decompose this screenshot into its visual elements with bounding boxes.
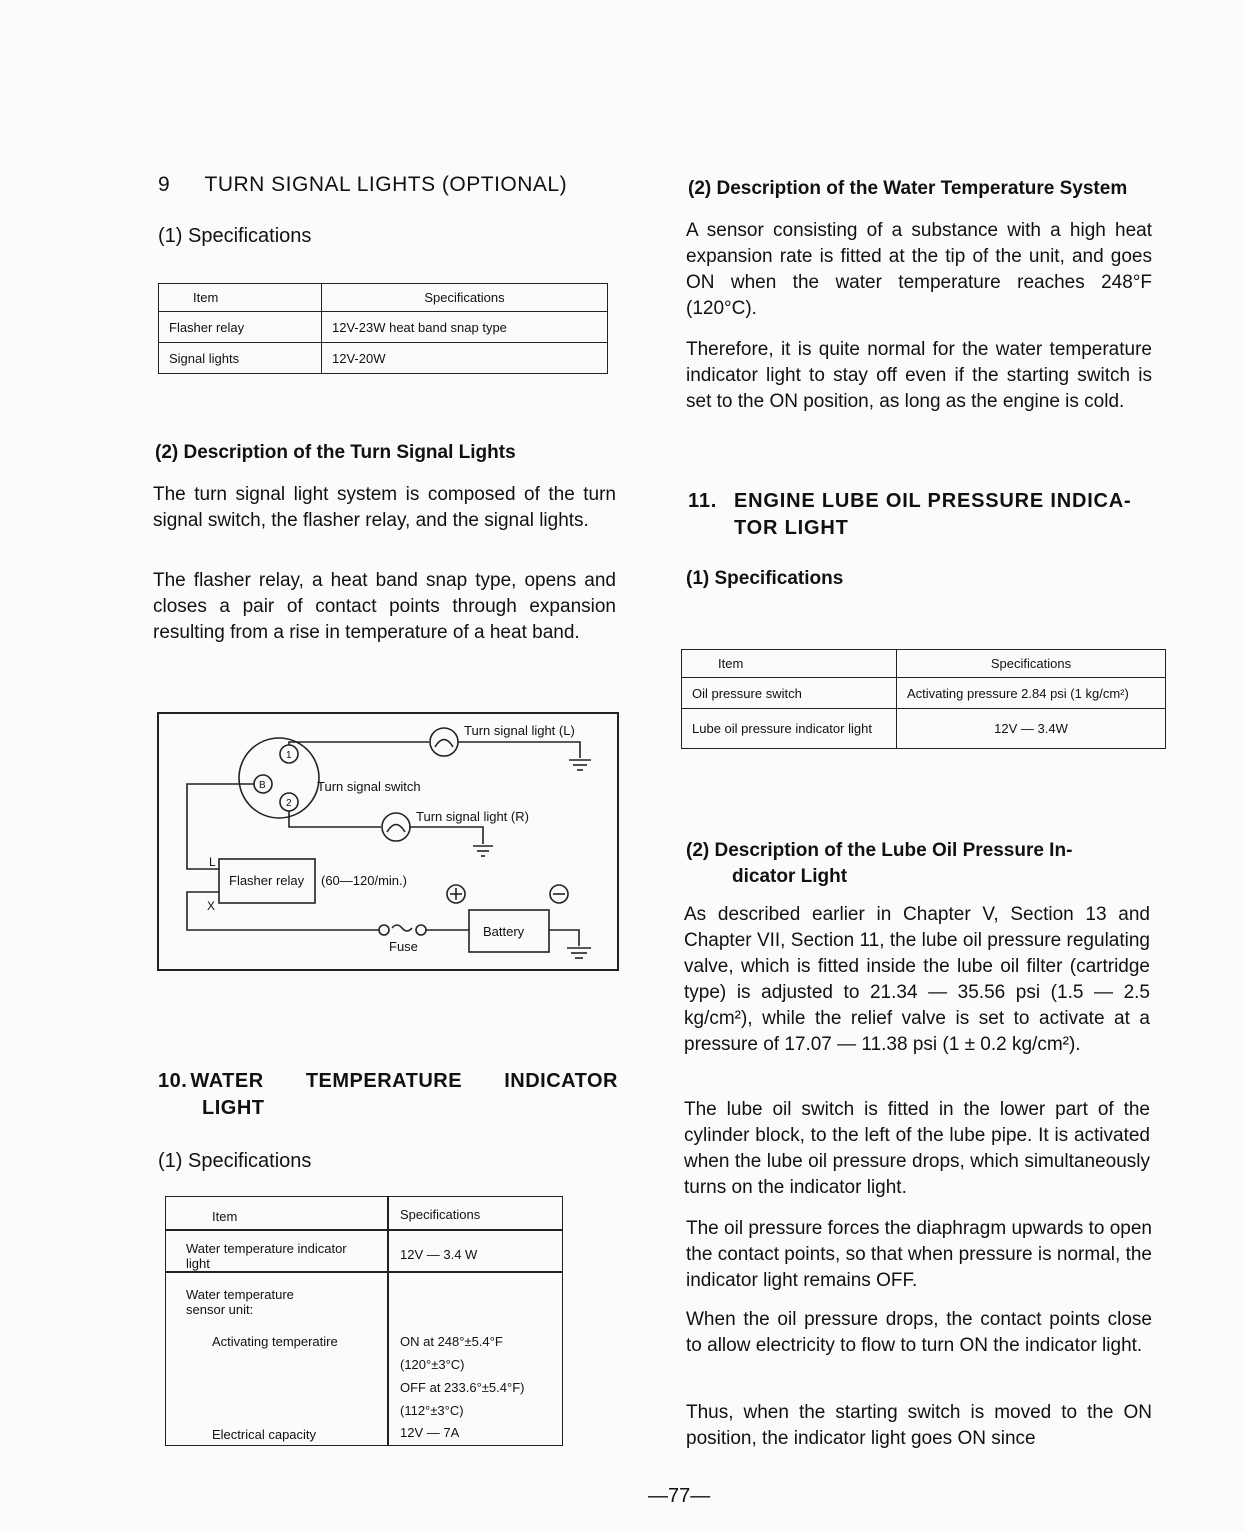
fuse-terminal-left (379, 925, 389, 935)
activating-on-celsius: (120°±3°C) (400, 1357, 465, 1372)
table-header-item: Item (159, 284, 322, 312)
turn-signal-desc-heading: (2) Description of the Turn Signal Lights (155, 442, 516, 463)
oil-para-2: The lube oil switch is fitted in the lower part of the cylinder block, to the left of the lube pipe. It is activated when the lube oil pressure drops, which simultaneously turns on the indicator light. (684, 1099, 1150, 1198)
table-header-item: Item (682, 650, 897, 678)
section-11-spec-heading: (1) Specifications (686, 568, 844, 589)
label-turn-signal-light-r: Turn signal light (R) (416, 809, 529, 824)
oil-desc-heading-line2: dicator Light (732, 866, 848, 887)
table-cell: Water temperature indicator light (186, 1241, 347, 1271)
activating-on-value: ON at 248°±5.4°F (400, 1334, 503, 1349)
electrical-capacity-label: Electrical capacity (212, 1427, 317, 1442)
table-header-item: Item (212, 1209, 238, 1224)
label-flasher-relay: Flasher relay (229, 873, 305, 888)
section-10-heading (158, 1070, 618, 1120)
table-cell: 12V-23W heat band snap type (322, 312, 608, 343)
label-flasher-rate: (60—120/min.) (321, 873, 407, 888)
table-cell: 12V — 3.4W (897, 709, 1166, 749)
turn-signal-para-1: The turn signal light system is composed of the turn signal switch, the flasher relay, and the signal lights. (153, 484, 616, 531)
page-number: —77— (648, 1485, 711, 1507)
activating-off-value: OFF at 233.6°±5.4°F) (400, 1380, 525, 1395)
table-cell: Oil pressure switch (682, 678, 897, 709)
water-temp-para-1: A sensor consisting of a substance with a high heat expansion rate is fitted at the tip of the unit, and goes ON when the water temperature reaches 248°F (120°C). (686, 220, 1152, 319)
section-9-title: TURN SIGNAL LIGHTS (OPTIONAL) (204, 173, 568, 196)
section-10-title-line2: LIGHT (202, 1097, 265, 1119)
table-cell: Water temperature sensor unit: (186, 1287, 294, 1317)
section-10-number: 10. (158, 1070, 188, 1092)
table-cell: Signal lights (159, 343, 322, 374)
label-turn-signal-light-l: Turn signal light (L) (464, 723, 575, 738)
label-terminal-l: L (209, 855, 216, 869)
turn-signal-switch-circle (239, 738, 319, 818)
lamp-l-icon (430, 728, 458, 756)
label-terminal-1: 1 (286, 750, 292, 761)
oil-desc-heading (686, 838, 1072, 890)
label-turn-signal-switch: Turn signal switch (317, 779, 421, 794)
electrical-capacity-value: 12V — 7A (400, 1425, 460, 1440)
activating-temp-label: Activating temperatire (212, 1334, 338, 1349)
table-cell: 12V-20W (322, 343, 608, 374)
table-header-spec: Specifications (400, 1207, 481, 1222)
label-fuse: Fuse (389, 939, 418, 954)
section-10-spec-heading: (1) Specifications (158, 1150, 312, 1172)
section-11-number: 11. (688, 490, 718, 512)
oil-para-4: When the oil pressure drops, the contact points close to allow electricity to flow to turn ON the indicator light. (686, 1309, 1152, 1356)
table-cell: Flasher relay (159, 312, 322, 343)
oil-para-5: Thus, when the starting switch is moved to the ON position, the indicator light goes ON since (686, 1402, 1152, 1449)
oil-para-3: The oil pressure forces the diaphragm upwards to open the contact points, so that when pressure is normal, the indicator light remains OFF. (686, 1218, 1152, 1291)
turn-signal-para-2: The flasher relay, a heat band snap type, opens and closes a pair of contact points through expansion resulting from a rise in temperature of a heat band. (153, 570, 616, 643)
water-temp-spec-table (165, 1196, 563, 1446)
label-terminal-2: 2 (286, 798, 292, 809)
table-cell: Activating pressure 2.84 psi (1 kg/cm²) (897, 678, 1166, 709)
wiring-svg (159, 714, 617, 969)
section-11-title-line1: ENGINE LUBE OIL PRESSURE INDICA- (734, 490, 1132, 512)
water-temp-para-2: Therefore, it is quite normal for the water temperature indicator light to stay off even if the starting switch is set to the ON position, as long as the engine is cold. (686, 339, 1152, 412)
fuse-terminal-right (416, 925, 426, 935)
water-temp-desc-heading: (2) Description of the Water Temperature System (688, 178, 1128, 199)
section-11-heading (688, 490, 1132, 540)
label-terminal-x: X (207, 899, 216, 913)
table-header-spec: Specifications (322, 284, 608, 312)
table-cell: 12V — 3.4 W (400, 1247, 478, 1262)
label-battery: Battery (483, 924, 525, 939)
section-9-number: 9 (158, 173, 171, 196)
section-9-spec-heading: (1) Specifications (158, 225, 312, 247)
section-11-title-line2: TOR LIGHT (734, 517, 849, 539)
label-terminal-b: B (259, 780, 266, 791)
lamp-r-icon (382, 813, 410, 841)
turn-signal-spec-table (158, 283, 608, 374)
turn-signal-wiring-diagram (157, 712, 619, 971)
table-cell: Lube oil pressure indicator light (682, 709, 897, 749)
oil-para-1: As described earlier in Chapter V, Section 13 and Chapter VII, Section 11, the lube oil pressure regulating valve, which is fitted inside the lube oil filter (cartridge type) is adjusted to 21.34 — 35.56 psi (1.5 — 2.5 kg/cm²), while the relief valve is set to activate at a pressure of 17.07 — 11.38 psi (1 ± 0.2 kg/cm²). (684, 904, 1150, 1055)
table-header-spec: Specifications (897, 650, 1166, 678)
oil-pressure-spec-table (681, 649, 1166, 749)
oil-desc-heading-line1: (2) Description of the Lube Oil Pressure In- (686, 840, 1073, 861)
activating-off-celsius: (112°±3°C) (400, 1403, 464, 1418)
section-10-title-line1: WATER TEMPERATURE INDICATOR (190, 1070, 618, 1092)
section-9-heading (158, 173, 567, 197)
